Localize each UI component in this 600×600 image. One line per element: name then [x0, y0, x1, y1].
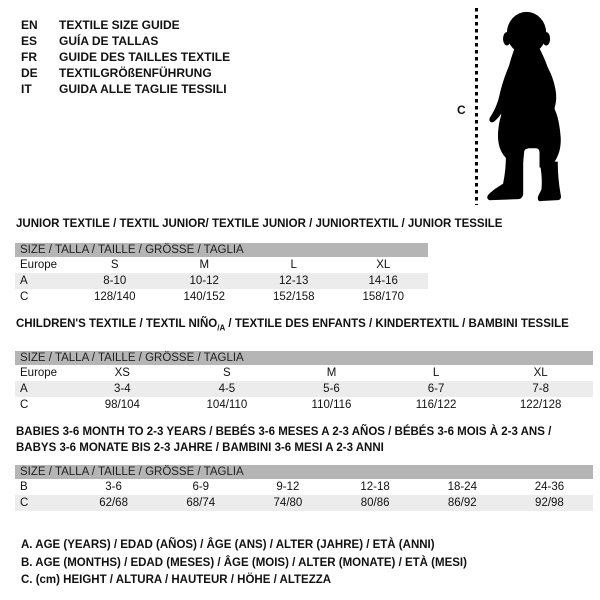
table-cell: XL — [376, 259, 391, 271]
table-row — [15, 495, 593, 511]
table-title-line — [16, 441, 593, 457]
table-title-segment: / TEXTILE DES ENFANTS / KINDERTEXTIL / BAMBINI TESSILE — [225, 318, 569, 330]
language-code: ES — [21, 34, 38, 48]
table-title-segment: BABIES 3-6 MONTH TO 2-3 YEARS / BEBÉS 3-6 MESES A 2-3 AÑOS / BÉBÉS 3-6 MOIS À 2-3 ANS / — [16, 426, 552, 438]
table-row — [15, 273, 428, 289]
language-row — [21, 17, 230, 33]
footnote-line: C. (cm) HEIGHT / ALTURA / HAUTEUR / HÖHE / ALTEZZA — [21, 574, 332, 586]
table-cell: 92/98 — [535, 497, 564, 509]
table-title-line — [16, 425, 593, 441]
row-label: B — [20, 481, 28, 493]
table-cell: 14-16 — [368, 275, 398, 287]
table-cell: M — [326, 367, 337, 380]
table-title-segment: JUNIOR TEXTILE / TEXTIL JUNIOR/ TEXTILE JUNIOR / JUNIORTEXTIL / JUNIOR TESSILE — [16, 218, 503, 230]
language-title-block — [21, 17, 230, 97]
row-label: A — [20, 383, 28, 396]
babies-textile-table — [15, 425, 593, 511]
table-cell: 122/128 — [519, 399, 562, 412]
figure-area — [450, 0, 600, 215]
row-label: C — [20, 497, 29, 509]
table-title — [15, 425, 593, 456]
table-cell: 7-8 — [532, 383, 549, 396]
footnotes — [21, 537, 467, 590]
language-code: IT — [21, 82, 32, 96]
table-cell: 98/104 — [104, 399, 140, 412]
table-cell: 8-10 — [103, 275, 127, 287]
table-cell: 140/152 — [183, 291, 226, 303]
height-measure-label: C — [457, 103, 466, 117]
table-row — [15, 479, 593, 495]
table-cell: 12-13 — [279, 275, 309, 287]
table-title-segment: /A — [217, 323, 226, 333]
table-cell: 68/74 — [186, 497, 216, 509]
language-code: DE — [21, 66, 38, 80]
table-cell: XS — [114, 367, 130, 380]
table-row — [15, 365, 593, 381]
table-cell: 6-9 — [192, 481, 210, 493]
row-label: C — [20, 291, 29, 303]
table-cell: 3-6 — [105, 481, 122, 493]
table-cell: 12-18 — [360, 481, 390, 493]
language-code: FR — [21, 50, 37, 64]
row-label: Europe — [20, 367, 58, 380]
footnote-line: B. AGE (MONTHS) / EDAD (MESES) / ÂGE (MOIS) / ALTER (MONATE) / ETÀ (MESI) — [21, 556, 467, 569]
table-title-line — [16, 218, 503, 231]
language-code: EN — [21, 18, 38, 32]
row-label: Europe — [20, 259, 58, 271]
table-cell: 9-12 — [276, 481, 300, 493]
table-cell: 6-7 — [427, 383, 445, 396]
table-cell: 5-6 — [323, 383, 340, 396]
table-cell: 80/86 — [360, 497, 390, 509]
table-cell: S — [110, 259, 119, 271]
table-cell: 86/92 — [447, 497, 477, 509]
table-cell: 110/116 — [311, 399, 352, 412]
table-size-header: SIZE / TALLA / TAILLE / GRÖSSE / TAGLIA — [15, 465, 593, 479]
height-measure-dashed-line — [475, 8, 478, 205]
table-cell: 74/80 — [273, 497, 303, 509]
table-title — [15, 318, 593, 334]
footnote-line: A. AGE (YEARS) / EDAD (AÑOS) / ÂGE (ANS) / ALTER (JAHRE) / ETÀ (ANNI) — [21, 539, 435, 551]
table-title-segment: CHILDREN'S TEXTILE / TEXTIL NIÑO — [16, 318, 218, 330]
language-title: TEXTILE SIZE GUIDE — [59, 18, 180, 32]
table-cell: 18-24 — [447, 481, 477, 493]
children-textile-table — [15, 318, 593, 413]
table-cell: 24-36 — [534, 481, 565, 493]
table-size-header: SIZE / TALLA / TAILLE / GRÖSSE / TAGLIA — [15, 243, 428, 257]
junior-textile-table — [15, 218, 503, 305]
table-cell: L — [290, 259, 297, 271]
table-row — [15, 381, 593, 397]
table-cell: L — [432, 367, 440, 380]
table-title-line — [16, 318, 593, 334]
language-row — [21, 33, 230, 49]
table-cell: XL — [533, 367, 548, 380]
table-cell: 116/122 — [415, 399, 457, 412]
table-cell: 104/110 — [206, 399, 248, 412]
language-title: TEXTILGRÖßENFÜHRUNG — [59, 66, 212, 80]
table-cell: 62/68 — [99, 497, 128, 509]
row-label: A — [20, 275, 28, 287]
language-title: GUÍA DE TALLAS — [59, 34, 159, 48]
table-cell: S — [223, 367, 231, 380]
table-size-header: SIZE / TALLA / TAILLE / GRÖSSE / TAGLIA — [15, 351, 593, 365]
table-cell: 158/170 — [362, 291, 405, 303]
language-row — [21, 49, 230, 65]
table-cell: 4-5 — [218, 383, 236, 396]
table-row — [15, 397, 593, 413]
table-cell: 10-12 — [189, 275, 219, 287]
table-title-segment: BABYS 3-6 MONATE BIS 2-3 JAHRE / BAMBINI 3-6 MESI A 2-3 ANNI — [16, 441, 384, 454]
language-title: GUIDA ALLE TAGLIE TESSILI — [59, 82, 227, 96]
table-cell: M — [199, 259, 210, 271]
table-title — [15, 218, 503, 231]
table-cell: 3-4 — [113, 383, 131, 396]
language-title: GUIDE DES TAILLES TEXTILE — [59, 50, 231, 64]
toddler-silhouette-icon — [480, 6, 576, 206]
table-row — [15, 289, 428, 305]
table-cell: 128/140 — [93, 291, 136, 303]
language-row — [21, 81, 230, 97]
table-cell: 152/158 — [272, 291, 315, 303]
language-row — [21, 65, 230, 81]
table-row — [15, 257, 428, 273]
row-label: C — [20, 399, 29, 412]
